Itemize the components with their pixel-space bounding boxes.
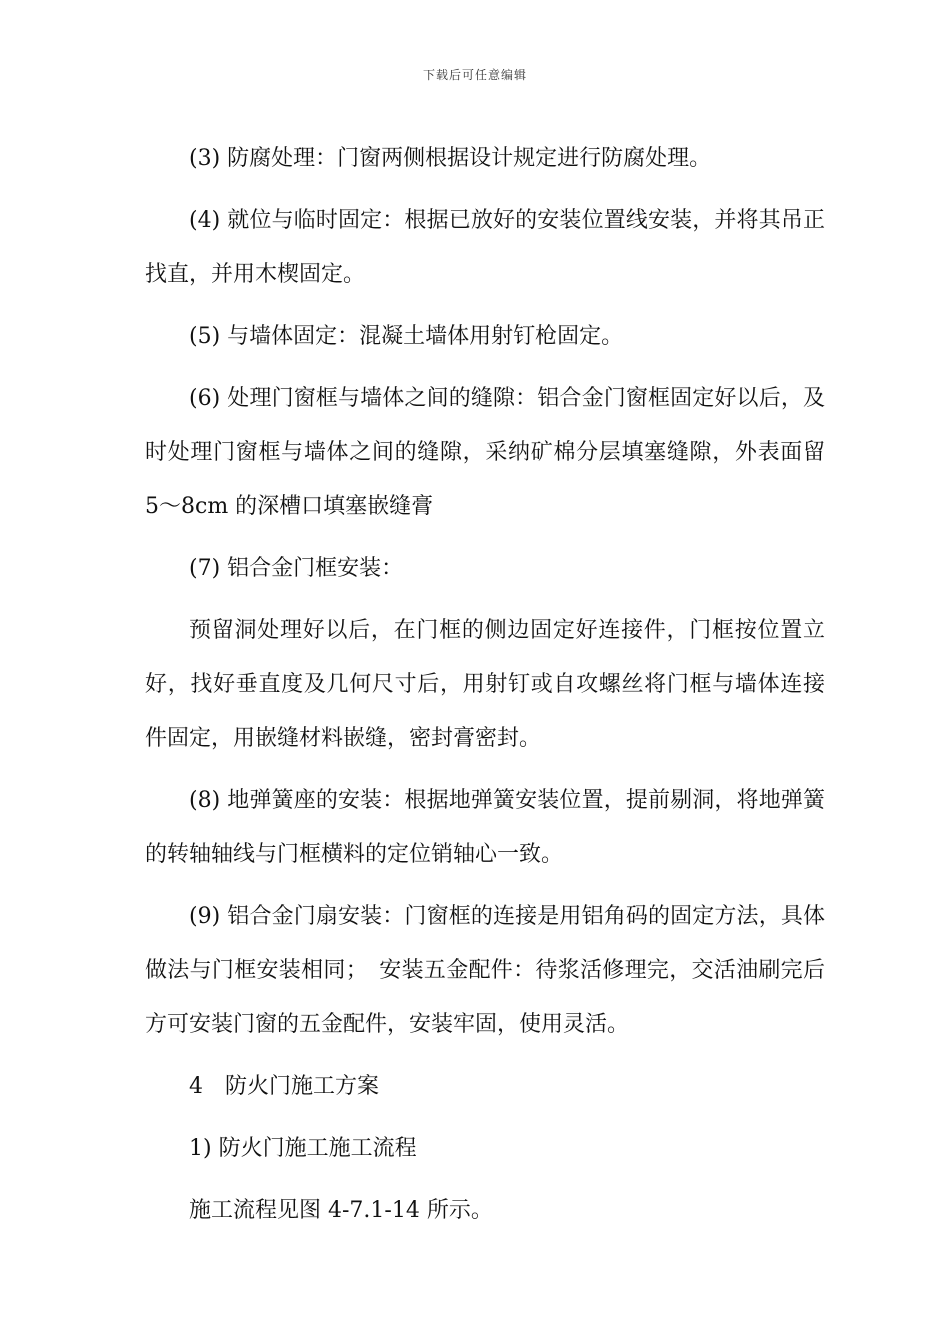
section-heading-fire-door: 4 防火门施工方案 (189, 1074, 379, 1099)
paragraph-door-frame-heading: (7) 铝合金门框安装： (189, 556, 404, 581)
page-header: 下载后可任意编辑 (422, 68, 527, 82)
document-body (145, 132, 825, 1238)
paragraph-door-leaf: (9) 铝合金门扇安装：门窗框的连接是用铝角码的固定方法，具体做法与门框安装相同； 安装五金配件：待浆活修理完，交活油刷完后方可安装门窗的五金配件，安装牢固，使用灵活。 (145, 904, 825, 1037)
paragraph-positioning: (4) 就位与临时固定：根据已放好的安装位置线安装，并将其吊正找直，并用木楔固定。 (145, 208, 825, 287)
paragraph-gap-treatment: (6) 处理门窗框与墙体之间的缝隙：铝合金门窗框固定好以后，及时处理门窗框与墙体之间的缝隙，采纳矿棉分层填塞缝隙，外表面留 5～8cm 的深槽口填塞嵌缝膏 (145, 386, 825, 519)
paragraph-floor-spring: (8) 地弹簧座的安装：根据地弹簧安装位置，提前剔洞，将地弹簧的转轴轴线与门框横料的定位销轴心一致。 (145, 788, 825, 867)
paragraph-door-frame-install: 预留洞处理好以后，在门框的侧边固定好连接件，门框按位置立好，找好垂直度及几何尺寸后，用射钉或自攻螺丝将门框与墙体连接件固定，用嵌缝材料嵌缝，密封膏密封。 (145, 618, 825, 751)
subsection-heading-process: 1) 防火门施工施工流程 (189, 1136, 417, 1161)
paragraph-anticorrosion: (3) 防腐处理：门窗两侧根据设计规定进行防腐处理。 (189, 146, 712, 171)
paragraph-process-reference: 施工流程见图 4-7.1-14 所示。 (189, 1198, 493, 1223)
paragraph-wall-fixing: (5) 与墙体固定：混凝土墙体用射钉枪固定。 (189, 324, 624, 349)
